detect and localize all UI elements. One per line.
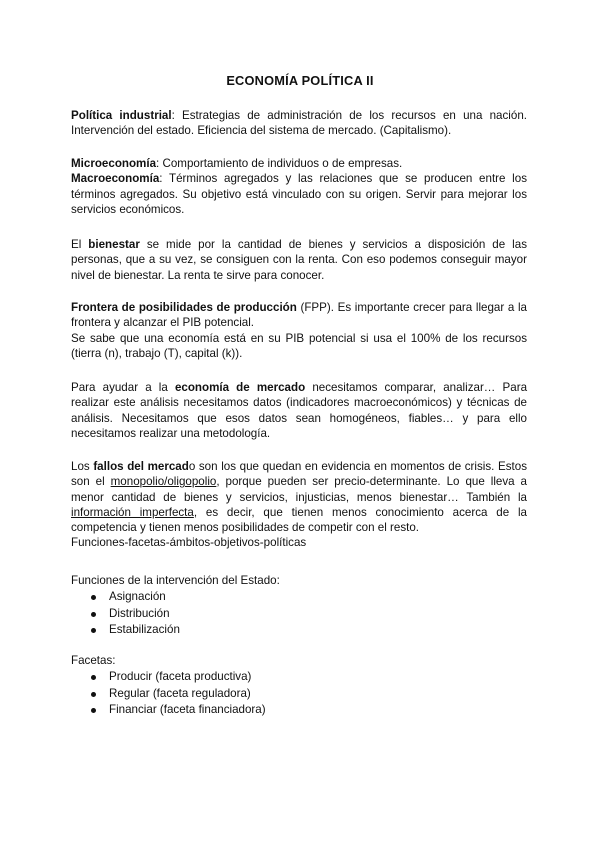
fallos-term: fallos del mercad [93,460,189,473]
list-item: Distribución [71,606,527,623]
list-item: Producir (faceta productiva) [71,669,527,686]
mercado-pre: Para ayudar a la [71,381,175,394]
informacion-imperfecta-text: información imperfecta [71,505,194,519]
bullet-icon [91,628,96,633]
list-item: Financiar (faceta financiadora) [71,702,527,719]
frontera-line2: Se sabe que una economía está en su PIB potencial si usa el 100% de los recursos (tierra (n), trabajo (T), capital (k)). [71,331,527,360]
macroeconomia-text: : Términos agregados y las relaciones que se producen entre los términos agregados. Su objetivo está vinculado con su origen. Servir para mejorar los servicios económicos. [71,172,527,216]
economia-mercado-paragraph [71,380,527,441]
bullet-icon [91,675,96,680]
mercado-term: economía de mercado [174,381,306,394]
politica-industrial-term: Política industrial [71,109,172,122]
bienestar-term: bienestar [88,238,140,251]
mercado-text: necesitamos comparar, analizar… Para realizar este análisis necesitamos datos (indicadores macroeconómicos) y técnicas de análisis. Necesitamos que esos datos sean homogéneos, fiables… y para ello necesitamos realizar una metodología. [71,381,528,440]
bullet-icon [91,595,96,600]
facetas-section [71,653,527,719]
fallos-text2: , porque pueden ser precio-determinante. Lo que lleva a menor cantidad de bienes y servicios, injusticias, menos bienestar… También la [71,475,527,504]
monopolio-link-text: monopolio/oligopolio [110,475,217,489]
list-item: Asignación [71,589,527,606]
microeconomia-text: : Comportamiento de individuos o de empresas. [156,157,403,170]
funciones-list [71,589,527,639]
funciones-heading: Funciones de la intervención del Estado: [71,574,280,587]
frontera-term: Frontera de posibilidades de producción [71,301,297,314]
politica-industrial-text: : Estrategias de administración de los recursos en una nación. Intervención del estado. Eficiencia del sistema de mercado. (Capitalismo). [71,109,527,138]
fallos-line2: Funciones-facetas-ámbitos-objetivos-políticas [71,536,307,550]
list-item: Estabilización [71,622,527,639]
bienestar-paragraph [71,237,527,283]
list-item: Regular (faceta reguladora) [71,686,527,703]
frontera-paragraph [71,300,527,361]
bienestar-text: se mide por la cantidad de bienes y servicios a disposición de las personas, que a su vez, se consiguen con la renta. Con eso podemos conseguir mayor nivel de bienestar. La renta te sirve para conocer. [71,238,528,282]
micro-macro-paragraph [71,156,527,217]
fallos-text3: , es decir, que tienen menos conocimiento acerca de la competencia y tienen menos posibilidades de competir con el resto. [71,505,527,535]
funciones-section [71,573,527,639]
bullet-icon [91,692,96,697]
fallos-pre: Los [71,460,94,473]
facetas-list [71,669,527,719]
facetas-heading: Facetas: [71,654,116,667]
microeconomia-term: Microeconomía [71,157,157,170]
macroeconomia-term: Macroeconomía [71,172,160,186]
bullet-icon [91,708,96,713]
page-title: ECONOMÍA POLÍTICA II [226,73,374,88]
fallos-mercado-paragraph [71,459,527,551]
frontera-text: (FPP). Es importante crecer para llegar a la frontera y alcanzar el PIB potencial. [71,301,527,330]
bullet-icon [91,612,96,617]
bienestar-pre: El [71,238,89,251]
politica-industrial-paragraph [71,108,527,139]
fallos-text1: o son los que quedan en evidencia en momentos de crisis. Estos son el [71,460,527,489]
